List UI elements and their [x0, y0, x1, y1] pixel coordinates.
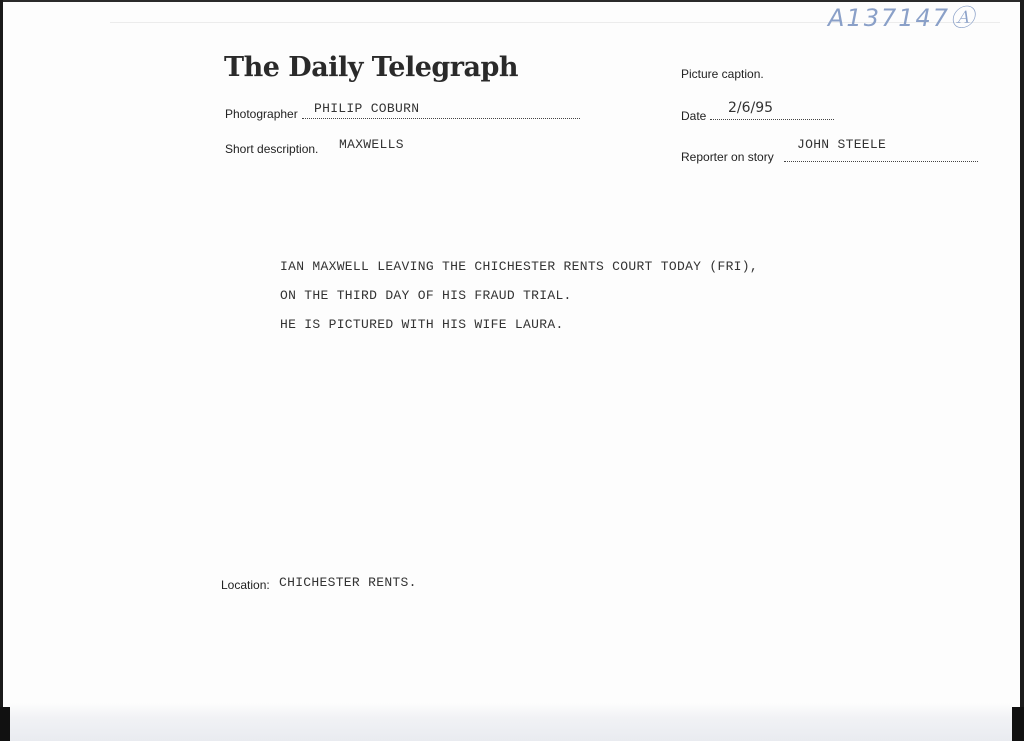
location-value: CHICHESTER RENTS. [279, 575, 417, 590]
reporter-dotted-line [784, 161, 978, 162]
scan-edge-left [0, 0, 3, 741]
date-dotted-line [710, 119, 834, 120]
date-label: Date [681, 109, 707, 123]
reporter-value: JOHN STEELE [797, 137, 887, 152]
photographer-value: PHILIP COBURN [314, 101, 420, 116]
location-label: Location: [221, 578, 270, 592]
photographer-label: Photographer [225, 107, 298, 121]
photographer-dotted-line [302, 118, 580, 119]
picture-caption-label: Picture caption. [681, 67, 764, 81]
archive-reference-number: A137147Ⓐ [828, 4, 977, 32]
caption-line: IAN MAXWELL LEAVING THE CHICHESTER RENTS COURT TODAY (FRI), [280, 259, 758, 274]
newspaper-masthead: The Daily Telegraph [224, 52, 519, 83]
caption-line: ON THE THIRD DAY OF HIS FRAUD TRIAL. [280, 288, 572, 303]
scan-bottom-strip [10, 703, 1012, 741]
scan-corner-bottom-left [0, 707, 10, 741]
short-description-label: Short description. [225, 142, 319, 156]
short-description-value: MAXWELLS [339, 137, 404, 152]
scan-edge-right [1020, 0, 1024, 741]
caption-line: HE IS PICTURED WITH HIS WIFE LAURA. [280, 317, 564, 332]
scan-corner-bottom-right [1012, 707, 1024, 741]
date-value: 2/6/95 [728, 100, 774, 116]
reporter-label: Reporter on story [681, 150, 774, 164]
